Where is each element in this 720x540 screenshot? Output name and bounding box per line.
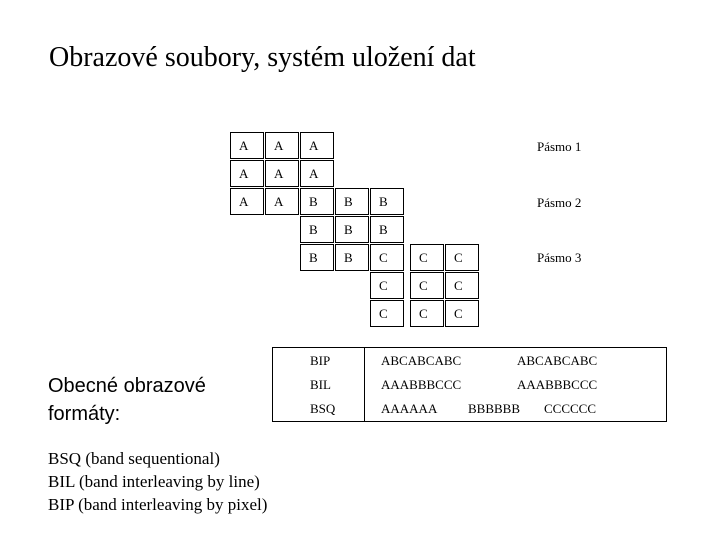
band1-cell: A (230, 160, 264, 187)
band2-cell: B (335, 188, 369, 215)
band2-cell: B (335, 216, 369, 243)
format-code: BSQ (310, 401, 336, 416)
band3-label: Pásmo 3 (537, 250, 582, 265)
band1-cell: A (265, 188, 299, 215)
band1-cell: A (265, 132, 299, 159)
band2-cell: B (300, 244, 334, 271)
format-sequence: AAABBBCCC (381, 377, 462, 392)
format-sequence: CCCCCC (544, 401, 597, 416)
band1-cell: A (230, 188, 264, 215)
page-title: Obrazové soubory, systém uložení dat (49, 42, 476, 73)
band2-cell: B (300, 216, 334, 243)
format-sequence: AAAAAA (381, 401, 438, 416)
formats-table (272, 347, 667, 422)
band1-label: Pásmo 1 (537, 139, 582, 154)
format-sequence: AAABBBCCC (517, 377, 598, 392)
band2-cell: B (300, 188, 334, 215)
format-code: BIP (310, 353, 331, 368)
band1-cell: A (230, 132, 264, 159)
band3-cell: C (445, 244, 479, 271)
band1-cell: A (265, 160, 299, 187)
format-sequence: ABCABCABC (517, 353, 598, 368)
band1-cell: A (300, 132, 334, 159)
legend-item: BIL (band interleaving by line) (48, 472, 260, 491)
band3-cell: C (410, 300, 444, 327)
band2-cell: B (370, 216, 404, 243)
band2-cell: B (370, 188, 404, 215)
band3-cell: C (370, 272, 404, 299)
formats-heading-line: Obecné obrazové (48, 375, 206, 397)
band2-label: Pásmo 2 (537, 195, 582, 210)
band2-cell: B (335, 244, 369, 271)
format-code: BIL (310, 377, 331, 392)
legend-item: BIP (band interleaving by pixel) (48, 495, 268, 514)
band3-cell: C (370, 300, 404, 327)
formats-heading-line: formáty: (48, 403, 121, 425)
band3-cell: C (410, 272, 444, 299)
band3-cell: C (410, 244, 444, 271)
band3-cell: C (370, 244, 404, 271)
band1-cell: A (300, 160, 334, 187)
legend-item: BSQ (band sequentional) (48, 449, 220, 468)
format-sequence: ABCABCABC (381, 353, 462, 368)
format-legend (48, 447, 267, 516)
band3-cell: C (445, 300, 479, 327)
table-row (273, 373, 666, 397)
table-row (273, 397, 666, 421)
formats-heading (48, 372, 206, 428)
table-row (273, 349, 666, 373)
format-sequence: BBBBBB (468, 401, 521, 416)
band3-cell: C (445, 272, 479, 299)
